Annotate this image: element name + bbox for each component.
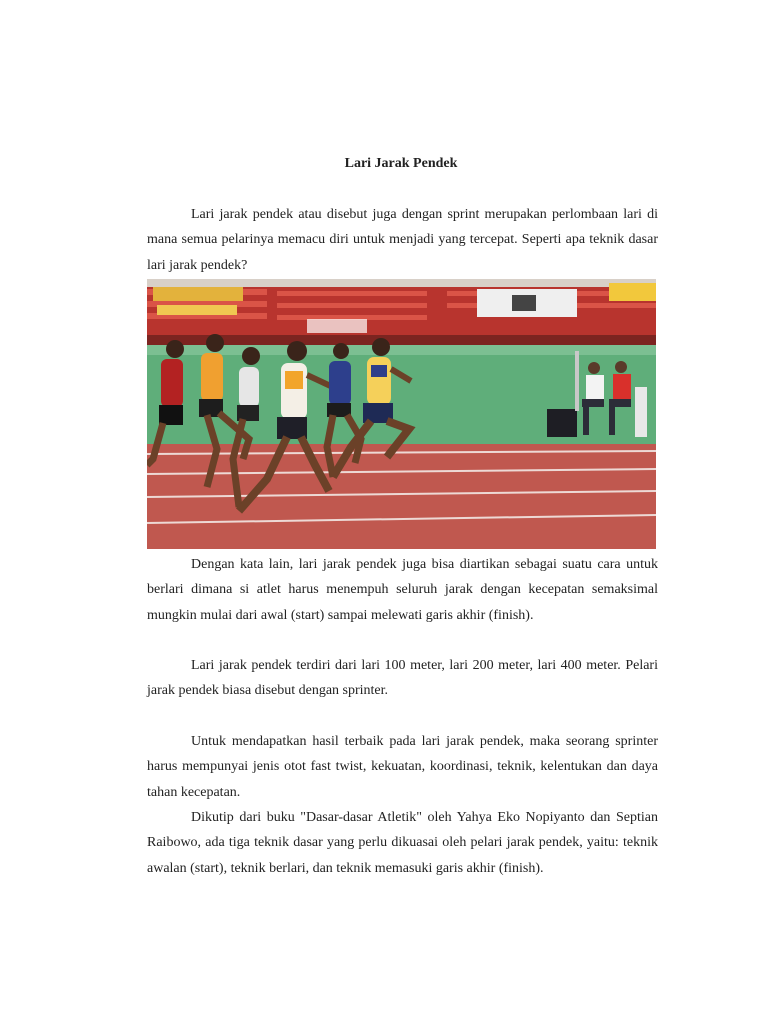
paragraph-definition: Dengan kata lain, lari jarak pendek juga bisa diartikan sebagai suatu cara untuk berlari dimana si atlet harus menempuh seluruh jarak dengan kecepatan semaksimal mungkin mulai dari awal (start) sampai melewati garis akhir (finish). bbox=[147, 557, 658, 623]
paragraph-distances: Lari jarak pendek terdiri dari lari 100 meter, lari 200 meter, lari 400 meter. Pelari jarak pendek biasa disebut dengan sprinter. bbox=[147, 658, 658, 699]
paragraph-techniques: Dikutip dari buku "Dasar-dasar Atletik" oleh Yahya Eko Nopiyanto dan Septian Raibowo, ada tiga teknik dasar yang perlu dikuasai oleh pelari jarak pendek, yaitu: teknik awalan (start), teknik berlari, dan teknik memasuki garis akhir (finish). bbox=[147, 810, 658, 876]
sprinters-photo bbox=[147, 279, 656, 549]
paragraph-intro: Lari jarak pendek atau disebut juga dengan sprint merupakan perlombaan lari di mana semua pelarinya memacu diri untuk menjadi yang tercepat. Seperti apa teknik dasar lari jarak pendek? bbox=[147, 207, 658, 273]
paragraph-requirements: Untuk mendapatkan hasil terbaik pada lari jarak pendek, maka seorang sprinter harus mempunyai jenis otot fast twist, kekuatan, koordinasi, teknik, kelentukan dan daya tahan kecepatan. bbox=[147, 734, 658, 800]
document-title: Lari Jarak Pendek bbox=[344, 156, 458, 171]
